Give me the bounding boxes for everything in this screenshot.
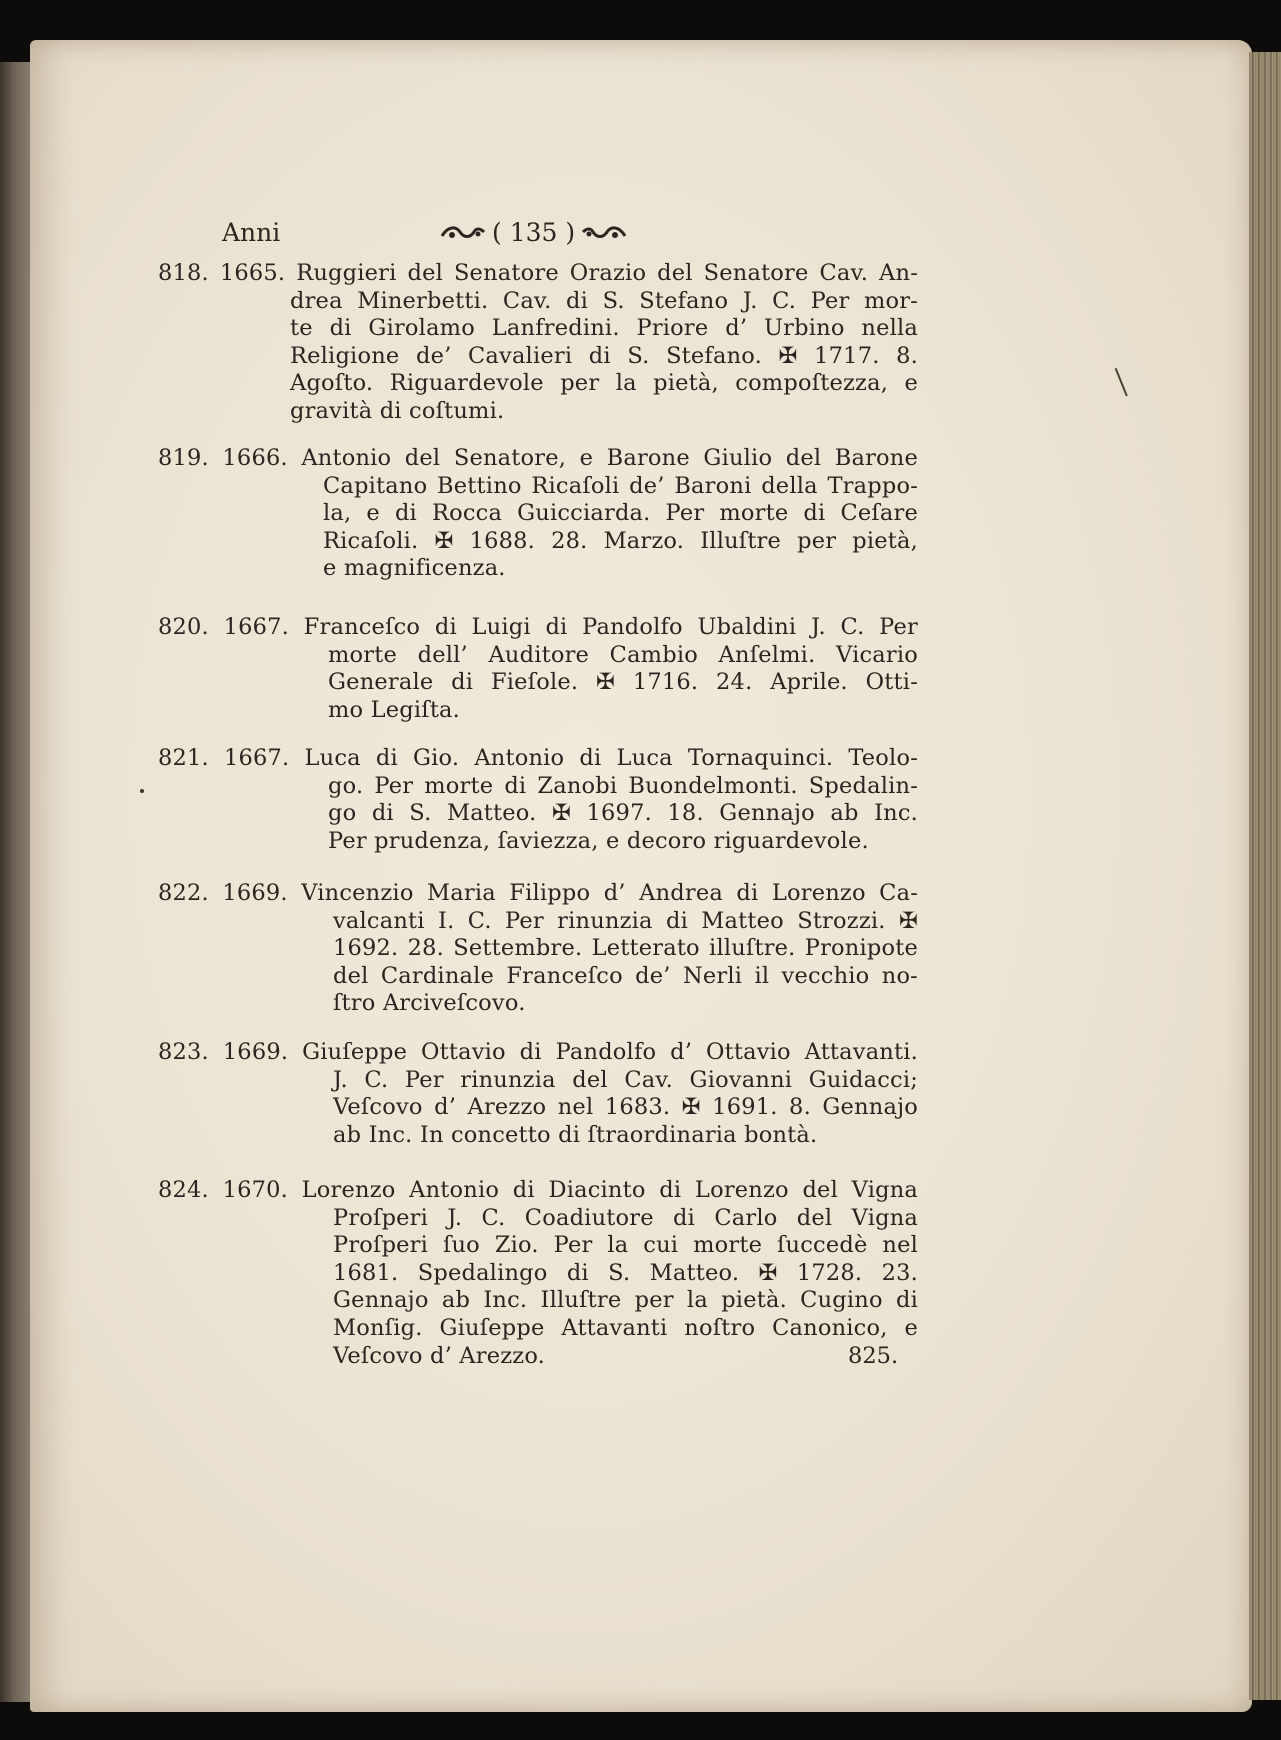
page-stack-edge xyxy=(1249,52,1281,1700)
entry-first-line: 820. 1667. Franceſco di Luigi di Pandolfo Ubaldini J. C. Per xyxy=(158,614,918,640)
ornament-left-icon xyxy=(440,222,486,244)
entry-line: gravità di coſtumi. xyxy=(290,397,505,424)
entry-line: la, e di Rocca Guicciarda. Per morte di Ceſare xyxy=(323,500,918,527)
entry-line: go. Per morte di Zanobi Buondelmonti. Spedalin- xyxy=(328,772,918,799)
page-number: ( 135 ) xyxy=(492,218,576,247)
entry-first-line: 818. 1665. Ruggieri del Senatore Orazio del Senatore Cav. An- xyxy=(158,260,918,286)
entry-line: drea Minerbetti. Cav. di S. Stefano J. C. Per mor- xyxy=(290,287,918,314)
ornament-right-icon xyxy=(581,222,627,244)
entry-line: morte dell’ Auditore Cambio Anſelmi. Vicario xyxy=(328,641,918,668)
entry-line: ab Inc. In concetto di ſtraordinaria bontà. xyxy=(333,1121,818,1148)
entry-line: e magnificenza. xyxy=(323,555,506,582)
entry-line: Veſcovo d’ Arezzo. xyxy=(333,1342,546,1369)
entry-820 xyxy=(158,614,918,724)
entry-line: Monſig. Giuſeppe Attavanti noſtro Canonico, e xyxy=(333,1314,918,1341)
entry-line: Generale di Fieſole. ✠ 1716. 24. Aprile. Otti- xyxy=(328,669,918,696)
entry-818 xyxy=(158,260,918,426)
entry-line: go di S. Matteo. ✠ 1697. 18. Gennajo ab Inc. xyxy=(328,800,918,827)
left-page-edge xyxy=(0,62,34,1702)
entry-first-line: 823. 1669. Giuſeppe Ottavio di Pandolfo d’ Ottavio Attavanti. xyxy=(158,1039,918,1065)
entry-line: Ricaſoli. ✠ 1688. 28. Marzo. Illuſtre per pietà, xyxy=(323,527,918,554)
entry-line: Religione de’ Cavalieri di S. Stefano. ✠ 1717. 8. xyxy=(290,342,918,369)
folio xyxy=(440,218,627,247)
entry-line: Agoſto. Riguardevole per la pietà, compoſtezza, e xyxy=(290,370,918,397)
entry-line: Gennajo ab Inc. Illuſtre per la pietà. Cugino di xyxy=(333,1287,918,1314)
entry-first-line: 821. 1667. Luca di Gio. Antonio di Luca Tornaquinci. Teolo- xyxy=(158,745,918,771)
entry-line: valcanti I. C. Per rinunzia di Matteo Strozzi. ✠ xyxy=(333,907,918,934)
entry-first-line: 824. 1670. Lorenzo Antonio di Diacinto di Lorenzo del Vigna xyxy=(158,1177,918,1203)
entry-line: 1681. Spedalingo di S. Matteo. ✠ 1728. 23. xyxy=(333,1259,918,1286)
entry-819 xyxy=(158,445,918,583)
running-header xyxy=(222,218,902,258)
entry-line: mo Legiſta. xyxy=(328,696,461,723)
entry-line: te di Girolamo Lanfredini. Priore d’ Urbino nella xyxy=(290,315,918,342)
entry-823 xyxy=(158,1039,918,1149)
entry-822 xyxy=(158,880,918,1018)
entry-line: Veſcovo d’ Arezzo nel 1683. ✠ 1691. 8. Gennajo xyxy=(333,1094,918,1121)
entry-line: 1692. 28. Settembre. Letterato illuſtre. Pronipote xyxy=(333,935,918,962)
entry-821 xyxy=(158,745,918,855)
header-anni: Anni xyxy=(222,218,281,247)
entry-line: Proſperi J. C. Coadiutore di Carlo del Vigna xyxy=(333,1204,918,1231)
entry-line: ſtro Arciveſcovo. xyxy=(333,990,526,1017)
entry-824 xyxy=(158,1177,918,1370)
entry-line: Capitano Bettino Ricaſoli de’ Baroni della Trappo- xyxy=(323,472,918,499)
catchword: 825. xyxy=(848,1343,899,1369)
entry-first-line: 819. 1666. Antonio del Senatore, e Barone Giulio del Barone xyxy=(158,445,918,471)
entry-line: del Cardinale Franceſco de’ Nerli il vecchio no- xyxy=(333,962,918,989)
margin-dot xyxy=(140,789,144,793)
entry-line: Proſperi ſuo Zio. Per la cui morte ſuccedè nel xyxy=(333,1232,918,1259)
entry-first-line: 822. 1669. Vincenzio Maria Filippo d’ Andrea di Lorenzo Ca- xyxy=(158,880,918,906)
entry-line: Per prudenza, ſaviezza, e decoro riguardevole. xyxy=(328,827,869,854)
entry-line: J. C. Per rinunzia del Cav. Giovanni Guidacci; xyxy=(333,1066,918,1093)
